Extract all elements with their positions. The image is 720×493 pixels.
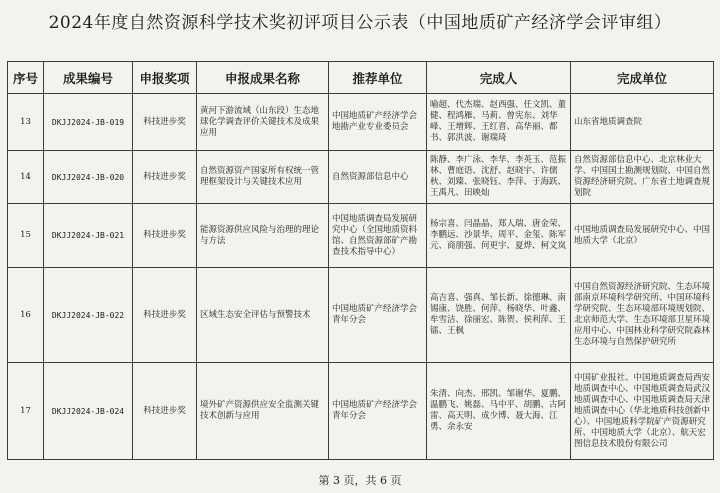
row-recommender: 自然资源部信息中心 [329, 151, 427, 204]
row-award: 科技进步奖 [133, 204, 197, 268]
table-row [8, 151, 714, 204]
row-award: 科技进步奖 [133, 363, 197, 460]
row-recommender: 中国地质调查局发展研究中心（全国地质资料馆、自然资源部矿产勘查技术指导中心） [329, 204, 427, 268]
row-name: 境外矿产资源供应安全监测关键技术创新与应用 [197, 363, 329, 460]
row-units: 中国矿业报社、中国地质调查局西安地质调查中心、中国地质调查局武汉地质调查中心、中国地质调查局天津地质调查中心（华北地质科技创新中心）、中国地质科学院矿产资源研究所、中国地质大学（北京）、航天宏图信息技术股份有限公司 [571, 363, 714, 460]
award-table [7, 61, 714, 460]
header-name: 申报成果名称 [197, 62, 329, 94]
row-award: 科技进步奖 [133, 151, 197, 204]
row-units: 自然资源部信息中心、北京林业大学、中国国土勘测规划院、中国自然资源经济研究院、广东省土地调查规划院 [571, 151, 714, 204]
header-recommender: 推荐单位 [329, 62, 427, 94]
row-people: 朱清、向杰、邢凯、邹谢华、夏鹏、温鹏飞、姚磊、马中平、胡鹏、古阿雷、高天明、成少博、聂大海、江勇、余永安 [427, 363, 571, 460]
row-no: 16 [8, 268, 44, 363]
row-code: DKJJ2024-JB-021 [44, 204, 133, 268]
row-code: DKJJ2024-JB-022 [44, 268, 133, 363]
row-people: 杨宗喜、闫晶晶、郑人瑞、唐金荣、李鹏远、沙景华、周平、金玺、陈军元、商朋强、何更宇、夏烨、柯文岚 [427, 204, 571, 268]
row-no: 13 [8, 94, 44, 151]
row-no: 14 [8, 151, 44, 204]
row-name: 黄河下游流域（山东段）生态地球化学调查评价关键技术及成果应用 [197, 94, 329, 151]
row-no: 17 [8, 363, 44, 460]
row-name: 区域生态安全评估与预警技术 [197, 268, 329, 363]
table-row [8, 94, 714, 151]
header-award: 申报奖项 [133, 62, 197, 94]
page-title: 2024年度自然资源科学技术奖初评项目公示表（中国地质矿产经济学会评审组） [48, 13, 672, 33]
row-recommender: 中国地质矿产经济学会青年分会 [329, 363, 427, 460]
header-code: 成果编号 [44, 62, 133, 94]
header-units: 完成单位 [571, 62, 714, 94]
table-row [8, 268, 714, 363]
row-recommender: 中国地质矿产经济学会地勘产业专业委员会 [329, 94, 427, 151]
row-people: 喻超、代杰瑞、赵西强、任文凯、董健、程鸿雁、马莉、曾宪东、刘华峰、王增辉、王红晋、高华丽、都书、郭洪波、谢瑞琦 [427, 94, 571, 151]
header-no: 序号 [8, 62, 44, 94]
table-row [8, 204, 714, 268]
row-award: 科技进步奖 [133, 94, 197, 151]
page-number: 第 3 页，共 6 页 [318, 474, 402, 487]
row-code: DKJJ2024-JB-024 [44, 363, 133, 460]
row-recommender: 中国地质矿产经济学会青年分会 [329, 268, 427, 363]
row-units: 山东省地质调查院 [571, 94, 714, 151]
row-award: 科技进步奖 [133, 268, 197, 363]
row-units: 中国地质调查局发展研究中心、中国地质大学（北京） [571, 204, 714, 268]
row-people: 陈静、李广泳、李华、李英玉、范振林、曹庭语、沈舒、赵晓宇、许儒秋、刘臻、张晓钰、李萍、于海跃、王禹凡、田映灿 [427, 151, 571, 204]
row-no: 15 [8, 204, 44, 268]
row-units: 中国自然资源经济研究院、生态环境部南京环境科学研究所、中国环境科学研究院、生态环境部环境规划院、北京师范大学、生态环境部卫星环境应用中心、中国林业科学研究院森林生态环境与自然保护研究所 [571, 268, 714, 363]
row-name: 能源资源供应风险与治理的理论与方法 [197, 204, 329, 268]
table-header-row [8, 62, 714, 94]
row-code: DKJJ2024-JB-020 [44, 151, 133, 204]
header-people: 完成人 [427, 62, 571, 94]
table-row [8, 363, 714, 460]
row-name: 自然资源资产国家所有权统一管理框架设计与关键技术应用 [197, 151, 329, 204]
row-code: DKJJ2024-JB-019 [44, 94, 133, 151]
row-people: 高吉喜、强真、邹长新、徐德琳、南锡康、饶胜、何萍、杨晓华、叶鑫、牟雪洁、徐丽宏、陈贺、侯利萍、王镭、王枫 [427, 268, 571, 363]
